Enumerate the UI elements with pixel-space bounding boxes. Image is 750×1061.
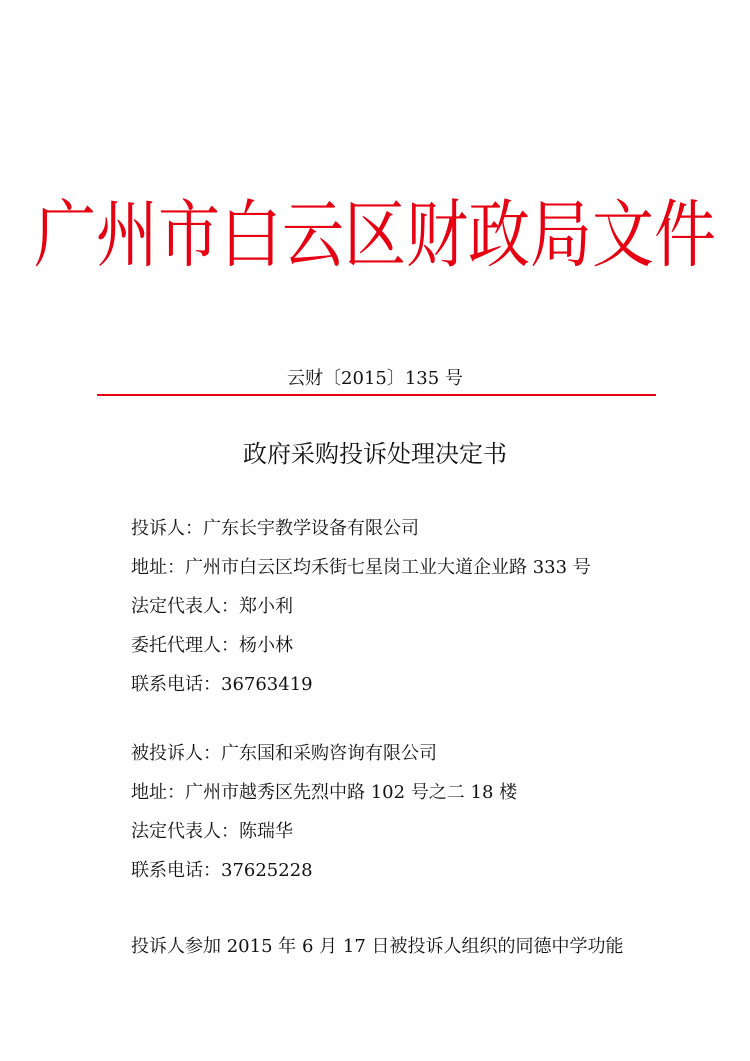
complainant-address: 地址：广州市白云区均禾街七星岗工业大道企业路 333 号 (131, 557, 591, 578)
respondent-legal-representative: 法定代表人：陈瑞华 (131, 821, 293, 842)
body-paragraph: 投诉人参加 2015 年 6 月 17 日被投诉人组织的同德中学功能 (131, 936, 624, 957)
complainant-block (131, 516, 691, 711)
complainant-name: 投诉人：广东长宇教学设备有限公司 (131, 518, 419, 539)
red-divider-line (97, 394, 656, 396)
respondent-name: 被投诉人：广东国和采购咨询有限公司 (131, 743, 437, 764)
document-header-title: 广州市白云区财政局文件 (33, 191, 716, 278)
complainant-legal-representative: 法定代表人：郑小利 (131, 596, 293, 617)
complainant-phone: 联系电话：36763419 (131, 674, 313, 695)
respondent-block (131, 741, 691, 897)
decision-title: 政府采购投诉处理决定书 (243, 440, 507, 468)
complainant-agent: 委托代理人：杨小林 (131, 635, 293, 656)
respondent-phone: 联系电话：37625228 (131, 860, 313, 881)
document-number: 云财〔2015〕135 号 (287, 368, 463, 389)
respondent-address: 地址：广州市越秀区先烈中路 102 号之二 18 楼 (131, 782, 518, 803)
